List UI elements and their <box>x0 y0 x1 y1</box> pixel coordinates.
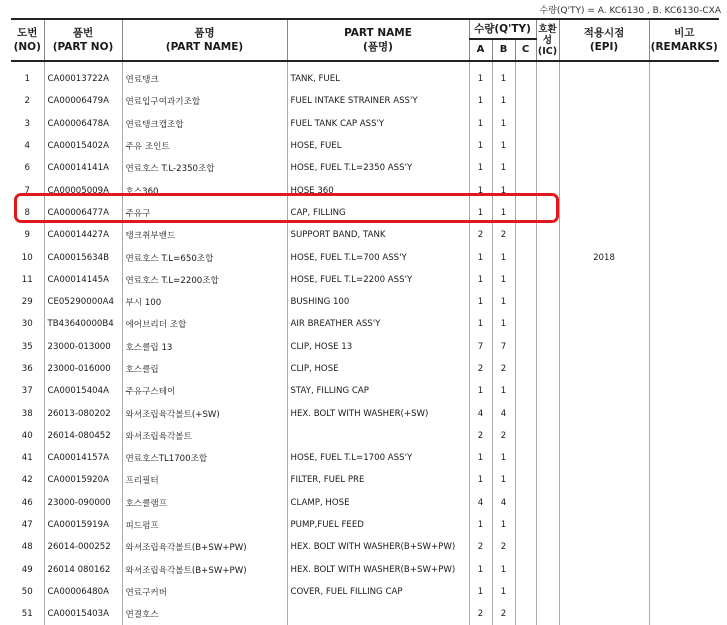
row-remarks <box>649 202 719 224</box>
row-part-name-en: PUMP,FUEL FEED <box>287 514 469 536</box>
row-part-no: CA00015634B <box>44 246 122 268</box>
row-epi <box>559 61 649 90</box>
row-ic <box>536 469 559 491</box>
row-part-name-en: SUPPORT BAND, TANK <box>287 224 469 246</box>
row-qty-a: 1 <box>469 559 492 581</box>
row-qty-c <box>515 336 536 358</box>
row-qty-b: 1 <box>492 61 515 90</box>
row-remarks <box>649 313 719 335</box>
row-qty-b: 1 <box>492 514 515 536</box>
row-part-name-en: CLIP, HOSE <box>287 358 469 380</box>
row-part-name-ko: 연료호스 T.L=2200조합 <box>122 269 287 291</box>
row-epi <box>559 135 649 157</box>
row-ic <box>536 61 559 90</box>
row-qty-c <box>515 380 536 402</box>
row-part-name-ko: 에어브리더 조합 <box>122 313 287 335</box>
row-qty-c <box>515 492 536 514</box>
row-no: 49 <box>11 559 44 581</box>
table-row <box>11 425 719 447</box>
row-part-name-en: COVER, FUEL FILLING CAP <box>287 581 469 603</box>
row-qty-b: 1 <box>492 469 515 491</box>
row-epi <box>559 492 649 514</box>
row-part-name-en: TANK, FUEL <box>287 61 469 90</box>
row-part-no: 23000-090000 <box>44 492 122 514</box>
table-row <box>11 492 719 514</box>
row-qty-c <box>515 291 536 313</box>
row-ic <box>536 447 559 469</box>
row-qty-c <box>515 269 536 291</box>
row-qty-a: 2 <box>469 425 492 447</box>
row-no: 4 <box>11 135 44 157</box>
row-epi: 2018 <box>559 246 649 268</box>
table-row <box>11 246 719 268</box>
row-part-name-ko: 피드펌프 <box>122 514 287 536</box>
row-part-name-ko: 연료탱크캡조합 <box>122 113 287 135</box>
row-part-name-en: BUSHING 100 <box>287 291 469 313</box>
row-part-name-ko: 호스클램프 <box>122 492 287 514</box>
row-part-no: CA00015920A <box>44 469 122 491</box>
row-part-no: CA00015403A <box>44 603 122 625</box>
row-remarks <box>649 603 719 625</box>
row-part-name-ko: 호스360 <box>122 179 287 201</box>
row-remarks <box>649 581 719 603</box>
quantity-legend-note: 수량(Q'TY) = A. KC6130 , B. KC6130-CXA <box>539 6 721 16</box>
col-header-remarks: 비고 (REMARKS) <box>649 19 719 61</box>
table-row <box>11 358 719 380</box>
row-epi <box>559 603 649 625</box>
row-remarks <box>649 291 719 313</box>
table-row <box>11 157 719 179</box>
row-remarks <box>649 469 719 491</box>
parts-table-body <box>11 61 719 625</box>
row-part-name-ko: 연료입구여과기조합 <box>122 90 287 112</box>
row-remarks <box>649 179 719 201</box>
row-part-name-ko: 연료호스TL1700조합 <box>122 447 287 469</box>
row-qty-b: 1 <box>492 157 515 179</box>
row-part-name-ko: 탱크취부밴드 <box>122 224 287 246</box>
row-part-name-ko: 연료호스 T.L-2350조합 <box>122 157 287 179</box>
row-remarks <box>649 336 719 358</box>
col-header-part-no: 품번 (PART NO) <box>44 19 122 61</box>
row-part-name-ko: 연결호스 <box>122 603 287 625</box>
row-part-name-ko: 부시 100 <box>122 291 287 313</box>
row-qty-a: 2 <box>469 224 492 246</box>
table-row <box>11 61 719 90</box>
row-qty-b: 2 <box>492 536 515 558</box>
row-part-name-ko: 호스클립 13 <box>122 336 287 358</box>
row-epi <box>559 90 649 112</box>
row-ic <box>536 135 559 157</box>
row-remarks <box>649 61 719 90</box>
table-row <box>11 514 719 536</box>
row-qty-b: 1 <box>492 581 515 603</box>
row-part-name-en: FILTER, FUEL PRE <box>287 469 469 491</box>
row-part-name-en: STAY, FILLING CAP <box>287 380 469 402</box>
row-qty-c <box>515 246 536 268</box>
row-epi <box>559 224 649 246</box>
row-qty-b: 2 <box>492 425 515 447</box>
row-qty-a: 4 <box>469 402 492 424</box>
row-part-no: TB43640000B4 <box>44 313 122 335</box>
row-ic <box>536 559 559 581</box>
row-ic <box>536 224 559 246</box>
col-header-epi: 적용시점 (EPI) <box>559 19 649 61</box>
table-row <box>11 179 719 201</box>
row-no: 50 <box>11 581 44 603</box>
row-epi <box>559 469 649 491</box>
row-qty-b: 2 <box>492 224 515 246</box>
row-epi <box>559 336 649 358</box>
row-no: 6 <box>11 157 44 179</box>
row-part-no: CA00015404A <box>44 380 122 402</box>
row-no: 30 <box>11 313 44 335</box>
row-no: 46 <box>11 492 44 514</box>
row-ic <box>536 402 559 424</box>
row-qty-a: 7 <box>469 336 492 358</box>
row-qty-a: 4 <box>469 492 492 514</box>
row-no: 8 <box>11 202 44 224</box>
row-part-name-en: HEX. BOLT WITH WASHER(+SW) <box>287 402 469 424</box>
col-header-ic: 호환성 (IC) <box>536 19 559 61</box>
parts-table <box>11 18 719 625</box>
row-qty-a: 1 <box>469 447 492 469</box>
row-part-no: CA00014141A <box>44 157 122 179</box>
row-qty-b: 1 <box>492 113 515 135</box>
col-header-part-name-en: PART NAME (품명) <box>287 19 469 61</box>
row-qty-c <box>515 179 536 201</box>
row-qty-c <box>515 157 536 179</box>
row-qty-a: 1 <box>469 157 492 179</box>
row-part-name-ko: 연료구커버 <box>122 581 287 603</box>
row-no: 1 <box>11 61 44 90</box>
row-qty-a: 2 <box>469 603 492 625</box>
row-part-no: 26014-000252 <box>44 536 122 558</box>
col-header-no: 도번 (NO) <box>11 19 44 61</box>
row-epi <box>559 113 649 135</box>
table-row <box>11 447 719 469</box>
row-no: 41 <box>11 447 44 469</box>
row-qty-b: 1 <box>492 179 515 201</box>
row-qty-b: 2 <box>492 603 515 625</box>
row-qty-a: 1 <box>469 581 492 603</box>
row-qty-a: 2 <box>469 358 492 380</box>
row-no: 36 <box>11 358 44 380</box>
row-qty-a: 1 <box>469 135 492 157</box>
table-row <box>11 202 719 224</box>
row-part-name-en: HOSE, FUEL T.L=1700 ASS'Y <box>287 447 469 469</box>
row-ic <box>536 90 559 112</box>
table-row <box>11 380 719 402</box>
row-epi <box>559 425 649 447</box>
row-part-name-ko: 주유구 <box>122 202 287 224</box>
row-remarks <box>649 157 719 179</box>
row-part-no: 26013-080202 <box>44 402 122 424</box>
row-remarks <box>649 269 719 291</box>
row-part-no: CA00006478A <box>44 113 122 135</box>
row-ic <box>536 291 559 313</box>
col-header-qty-b: B <box>492 39 515 61</box>
row-qty-b: 1 <box>492 380 515 402</box>
row-remarks <box>649 358 719 380</box>
row-part-name-en: FUEL TANK CAP ASS'Y <box>287 113 469 135</box>
row-qty-a: 1 <box>469 313 492 335</box>
row-part-name-en: HOSE, FUEL T.L=2350 ASS'Y <box>287 157 469 179</box>
row-qty-b: 1 <box>492 313 515 335</box>
row-qty-c <box>515 559 536 581</box>
table-row <box>11 469 719 491</box>
row-ic <box>536 380 559 402</box>
row-qty-a: 2 <box>469 536 492 558</box>
row-ic <box>536 358 559 380</box>
row-no: 47 <box>11 514 44 536</box>
table-row <box>11 269 719 291</box>
row-qty-c <box>515 113 536 135</box>
row-remarks <box>649 90 719 112</box>
row-epi <box>559 313 649 335</box>
row-part-no: CA00006479A <box>44 90 122 112</box>
row-part-no: CE05290000A4 <box>44 291 122 313</box>
row-part-no: 26014-080452 <box>44 425 122 447</box>
row-part-name-en: AIR BREATHER ASS'Y <box>287 313 469 335</box>
row-part-name-en: HOSE, FUEL T.L=700 ASS'Y <box>287 246 469 268</box>
row-part-name-en: CAP, FILLING <box>287 202 469 224</box>
row-remarks <box>649 514 719 536</box>
row-qty-c <box>515 469 536 491</box>
row-ic <box>536 514 559 536</box>
col-header-part-name-ko: 품명 (PART NAME) <box>122 19 287 61</box>
row-qty-b: 1 <box>492 447 515 469</box>
row-qty-a: 1 <box>469 514 492 536</box>
row-no: 11 <box>11 269 44 291</box>
row-qty-c <box>515 402 536 424</box>
row-qty-c <box>515 135 536 157</box>
row-qty-a: 1 <box>469 202 492 224</box>
row-part-name-en: FUEL INTAKE STRAINER ASS'Y <box>287 90 469 112</box>
row-epi <box>559 402 649 424</box>
row-qty-b: 2 <box>492 358 515 380</box>
row-qty-c <box>515 536 536 558</box>
row-remarks <box>649 246 719 268</box>
row-ic <box>536 336 559 358</box>
row-part-name-ko: 와셔조립육각볼트(B+SW+PW) <box>122 536 287 558</box>
table-row <box>11 536 719 558</box>
row-qty-b: 1 <box>492 135 515 157</box>
row-part-name-ko: 와셔조립육각볼트 <box>122 425 287 447</box>
row-part-no: CA00015919A <box>44 514 122 536</box>
row-qty-b: 4 <box>492 492 515 514</box>
row-no: 10 <box>11 246 44 268</box>
row-qty-b: 1 <box>492 269 515 291</box>
row-part-name-en: HOSE, FUEL T.L=2200 ASS'Y <box>287 269 469 291</box>
row-part-name-en: HOSE, FUEL <box>287 135 469 157</box>
row-qty-b: 4 <box>492 402 515 424</box>
row-part-name-ko: 와셔조립육각볼트(B+SW+PW) <box>122 559 287 581</box>
row-qty-c <box>515 358 536 380</box>
row-no: 9 <box>11 224 44 246</box>
row-qty-a: 1 <box>469 469 492 491</box>
col-header-qty-a: A <box>469 39 492 61</box>
row-remarks <box>649 559 719 581</box>
row-qty-c <box>515 90 536 112</box>
row-qty-a: 1 <box>469 291 492 313</box>
row-qty-b: 1 <box>492 202 515 224</box>
row-no: 35 <box>11 336 44 358</box>
row-ic <box>536 157 559 179</box>
table-row <box>11 402 719 424</box>
row-ic <box>536 269 559 291</box>
row-epi <box>559 291 649 313</box>
row-qty-a: 1 <box>469 179 492 201</box>
row-epi <box>559 380 649 402</box>
row-part-name-en: HOSE 360 <box>287 179 469 201</box>
row-qty-c <box>515 581 536 603</box>
row-qty-a: 1 <box>469 380 492 402</box>
row-part-name-en: CLIP, HOSE 13 <box>287 336 469 358</box>
row-qty-b: 1 <box>492 246 515 268</box>
row-qty-c <box>515 202 536 224</box>
row-ic <box>536 425 559 447</box>
row-no: 40 <box>11 425 44 447</box>
row-ic <box>536 246 559 268</box>
row-ic <box>536 581 559 603</box>
row-part-name-ko: 연료호스 T.L=650조합 <box>122 246 287 268</box>
row-ic <box>536 202 559 224</box>
row-no: 29 <box>11 291 44 313</box>
row-epi <box>559 447 649 469</box>
row-no: 48 <box>11 536 44 558</box>
row-part-name-ko: 호스클립 <box>122 358 287 380</box>
row-qty-c <box>515 514 536 536</box>
row-ic <box>536 113 559 135</box>
table-row <box>11 90 719 112</box>
row-epi <box>559 559 649 581</box>
row-qty-c <box>515 447 536 469</box>
row-part-no: CA00013722A <box>44 61 122 90</box>
row-no: 42 <box>11 469 44 491</box>
row-qty-a: 1 <box>469 113 492 135</box>
col-header-qty-c: C <box>515 39 536 61</box>
row-qty-c <box>515 61 536 90</box>
row-remarks <box>649 135 719 157</box>
col-header-qty: 수량(Q'TY) <box>469 19 536 39</box>
row-ic <box>536 603 559 625</box>
row-epi <box>559 202 649 224</box>
row-qty-c <box>515 603 536 625</box>
row-remarks <box>649 447 719 469</box>
row-remarks <box>649 380 719 402</box>
row-remarks <box>649 492 719 514</box>
row-remarks <box>649 113 719 135</box>
header-row <box>11 19 719 39</box>
row-part-name-ko: 연료탱크 <box>122 61 287 90</box>
row-qty-a: 1 <box>469 246 492 268</box>
row-part-name-en: HEX. BOLT WITH WASHER(B+SW+PW) <box>287 559 469 581</box>
table-row <box>11 559 719 581</box>
row-epi <box>559 269 649 291</box>
row-qty-b: 1 <box>492 559 515 581</box>
row-epi <box>559 581 649 603</box>
row-part-no: CA00014145A <box>44 269 122 291</box>
table-row <box>11 224 719 246</box>
table-row <box>11 336 719 358</box>
row-no: 3 <box>11 113 44 135</box>
row-no: 38 <box>11 402 44 424</box>
row-part-no: 26014 080162 <box>44 559 122 581</box>
row-no: 2 <box>11 90 44 112</box>
row-ic <box>536 179 559 201</box>
row-ic <box>536 313 559 335</box>
row-part-no: CA00006480A <box>44 581 122 603</box>
row-part-name-ko: 프리필터 <box>122 469 287 491</box>
table-row <box>11 113 719 135</box>
row-part-name-en: CLAMP, HOSE <box>287 492 469 514</box>
row-qty-c <box>515 313 536 335</box>
row-part-no: CA00014427A <box>44 224 122 246</box>
row-part-no: CA00014157A <box>44 447 122 469</box>
row-part-name-ko: 주유 조인트 <box>122 135 287 157</box>
table-row <box>11 135 719 157</box>
table-row <box>11 291 719 313</box>
row-epi <box>559 536 649 558</box>
table-row <box>11 603 719 625</box>
row-part-no: 23000-016000 <box>44 358 122 380</box>
row-remarks <box>649 425 719 447</box>
row-no: 7 <box>11 179 44 201</box>
row-part-no: CA00015402A <box>44 135 122 157</box>
row-qty-a: 1 <box>469 90 492 112</box>
table-row <box>11 313 719 335</box>
row-qty-b: 1 <box>492 90 515 112</box>
row-qty-a: 1 <box>469 269 492 291</box>
row-remarks <box>649 536 719 558</box>
row-epi <box>559 514 649 536</box>
row-part-name-ko: 주유구스테이 <box>122 380 287 402</box>
row-qty-b: 7 <box>492 336 515 358</box>
row-qty-c <box>515 224 536 246</box>
row-epi <box>559 157 649 179</box>
row-qty-c <box>515 425 536 447</box>
row-part-no: 23000-013000 <box>44 336 122 358</box>
row-remarks <box>649 224 719 246</box>
table-row <box>11 581 719 603</box>
row-part-no: CA00006477A <box>44 202 122 224</box>
row-part-name-en: HEX. BOLT WITH WASHER(B+SW+PW) <box>287 536 469 558</box>
row-epi <box>559 358 649 380</box>
row-part-name-en <box>287 425 469 447</box>
row-ic <box>536 492 559 514</box>
row-part-name-ko: 와셔조립육각볼트(+SW) <box>122 402 287 424</box>
row-part-name-en <box>287 603 469 625</box>
row-no: 51 <box>11 603 44 625</box>
row-epi <box>559 179 649 201</box>
row-remarks <box>649 402 719 424</box>
row-part-no: CA00005009A <box>44 179 122 201</box>
row-qty-b: 1 <box>492 291 515 313</box>
row-qty-a: 1 <box>469 61 492 90</box>
row-no: 37 <box>11 380 44 402</box>
row-ic <box>536 536 559 558</box>
